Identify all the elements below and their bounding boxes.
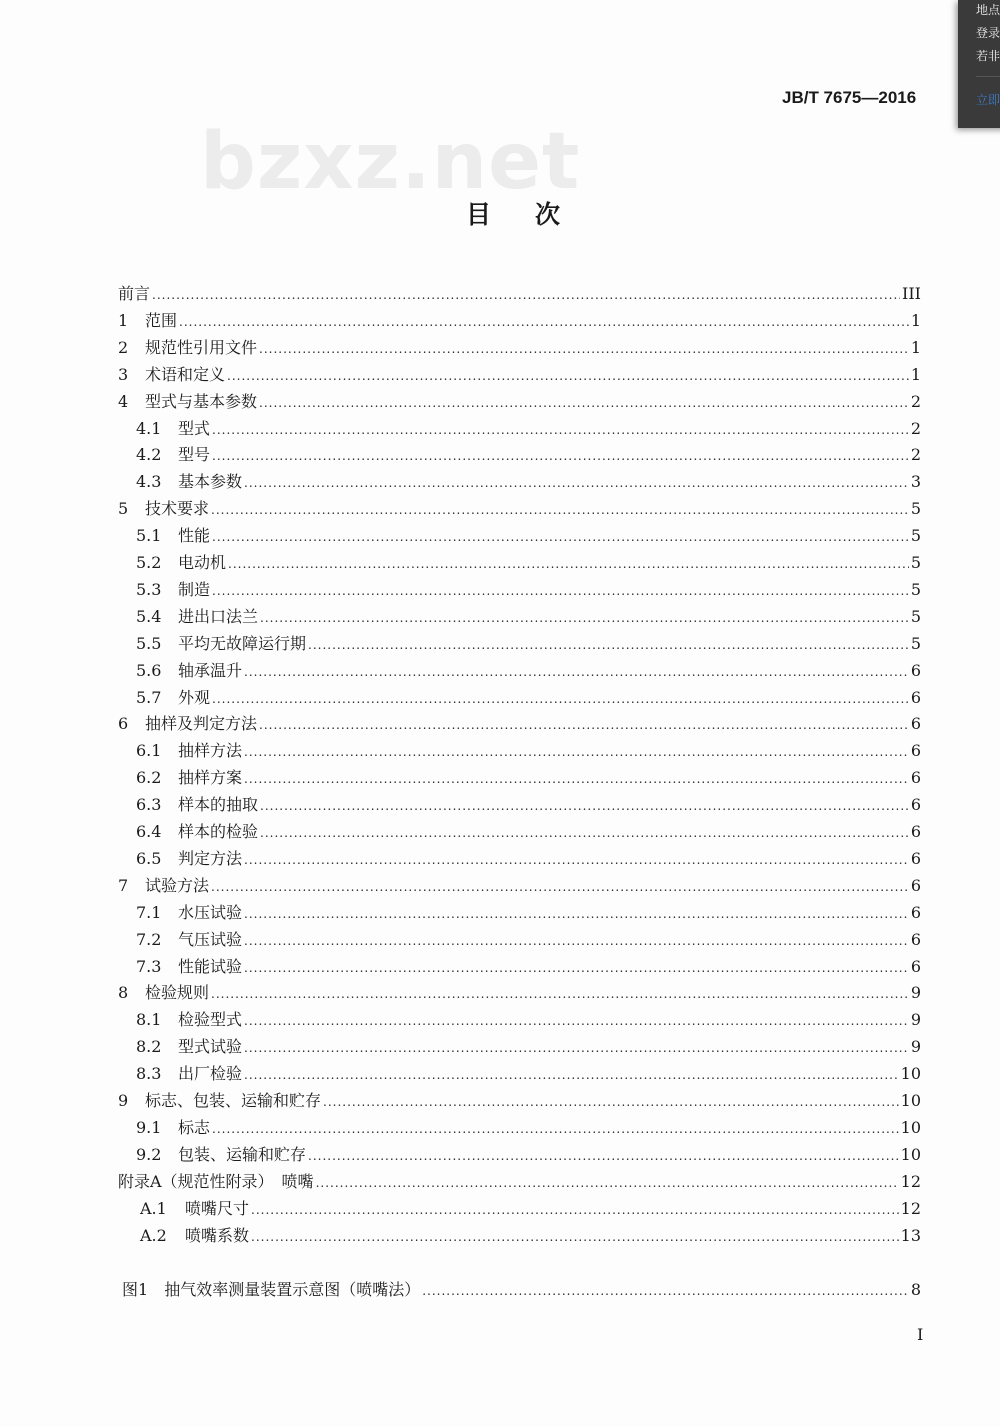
panel-divider [976,76,1000,77]
leader-dots [244,848,909,872]
toc-entry-number: 6.5 [136,848,162,868]
toc-entry-label: 抽样及判定方法 [145,714,258,734]
toc-entry-page: 10 [900,1091,921,1110]
toc-entry-page: 5 [910,499,921,519]
leader-dots [212,418,909,442]
toc-entry-label: 标志 [178,1117,211,1137]
toc-entry[interactable] [136,847,921,871]
toc-entry-page: 8 [910,1279,921,1299]
toc-entry-number: 5.5 [136,633,162,653]
toc-entry-number: 1 [118,310,129,330]
toc-entry-page: 5 [910,579,921,599]
toc-entry[interactable] [140,1197,921,1221]
toc-entry-number: 2 [118,337,129,357]
toc-entry-page: 6 [910,875,921,895]
toc-entry[interactable] [118,309,921,333]
toc-entry-number: 4 [118,391,129,411]
leader-dots [212,579,909,603]
leader-dots [308,1144,899,1168]
leader-dots [212,1117,899,1141]
toc-entry-number: 8 [118,983,129,1003]
toc-entry-page: 1 [910,310,921,330]
panel-text: 若非 [976,49,1000,63]
toc-entry[interactable] [136,551,921,575]
toc-entry-number: 4.3 [136,472,162,492]
toc-entry-label: 技术要求 [145,499,210,519]
toc-entry-number: 7.2 [136,929,162,949]
toc-entry-label: 型号 [178,445,211,465]
toc-entry-page: 6 [910,929,921,949]
toc-entry-label: 喷嘴尺寸 [185,1198,250,1218]
toc-entry-number: 图1 [122,1279,149,1299]
toc-entry-label: 抽气效率测量装置示意图（喷嘴法） [164,1279,421,1299]
toc-entry-page: 5 [910,606,921,626]
toc-entry[interactable] [136,1035,921,1059]
leader-dots [152,283,900,307]
toc-entry[interactable] [136,901,921,925]
toc-entry-label: 试验方法 [145,875,210,895]
leader-dots [422,1279,909,1303]
toc-entry-label: 检验规则 [145,983,210,1003]
leader-dots [251,1225,899,1249]
leader-dots [259,337,909,361]
toc-entry-label: 术语和定义 [145,364,226,384]
toc-entry-page: 6 [910,714,921,734]
toc-entry-page: 13 [900,1225,921,1245]
toc-entry-number: 4.2 [136,445,162,465]
toc-entry-label: 基本参数 [178,472,243,492]
leader-dots [244,471,909,495]
toc-entry[interactable] [136,793,921,817]
watermark: bzxz.net [200,117,581,207]
leader-dots [244,767,909,791]
toc-entry-page: 1 [910,337,921,357]
toc-entry-label: 判定方法 [178,848,243,868]
leader-dots [212,687,909,711]
leader-dots [211,982,909,1006]
toc-entry[interactable] [136,524,921,548]
toc-entry-page: 10 [900,1144,921,1164]
toc-entry-page: III [902,284,921,303]
toc-entry-number: 5.1 [136,526,162,546]
toc-entry-label: 出厂检验 [178,1064,243,1084]
toc-entry-page: 3 [910,472,921,492]
leader-dots [211,875,909,899]
toc-entry-number: 5.2 [136,553,162,572]
toc-entry-label: 检验型式 [178,1010,243,1030]
toc-entry-page: 6 [910,848,921,868]
toc-entry[interactable] [122,1278,921,1302]
toc-entry[interactable] [136,766,921,790]
toc-entry-number: 6.2 [136,768,162,788]
panel-text: 登录 [976,26,1000,40]
toc-entry[interactable] [118,712,921,736]
leader-dots [212,444,909,468]
leader-dots [244,929,909,953]
toc-entry-number: 6.3 [136,795,162,815]
toc-entry-number: 9.1 [136,1117,162,1137]
toc-entry-label: 喷嘴系数 [185,1225,250,1245]
page-title: 目次 [466,200,605,229]
toc-entry-label: 气压试验 [178,929,243,949]
leader-dots [260,821,909,845]
toc-entry-label: 规范性引用文件 [145,337,258,357]
toc-entry-number: 5.3 [136,579,162,599]
toc-entry-label: 型式试验 [178,1037,243,1057]
toc-entry-number: 4.1 [136,418,162,438]
leader-dots [316,1171,899,1195]
toc-entry[interactable] [118,1089,921,1113]
toc-entry-label: 平均无故障运行期 [178,633,307,653]
toc-entry-page: 5 [910,553,921,572]
toc-entry-number: 8.1 [136,1010,162,1030]
toc-entry-number: 7.3 [136,956,162,976]
toc-entry[interactable] [118,981,921,1005]
page-number: I [917,1325,924,1344]
toc-entry-number: 8.3 [136,1064,162,1084]
leader-dots [259,391,909,415]
toc-entry-page: 6 [910,741,921,761]
toc-entry-number: 3 [118,364,129,384]
toc-entry-label: 标志、包装、运输和贮存 [145,1091,322,1110]
toc-entry-label: 制造 [178,579,211,599]
toc-entry-label: 性能试验 [178,956,243,976]
leader-dots [244,902,909,926]
toc-entry-label: 水压试验 [178,902,243,922]
toc-entry-label: 样本的检验 [178,822,259,841]
toc-entry-page: 10 [900,1117,921,1137]
toc-entry[interactable] [118,390,921,414]
toc-entry[interactable] [118,874,921,898]
toc-entry-page: 6 [910,768,921,788]
leader-dots [323,1090,899,1114]
popup-panel [958,0,1000,128]
toc-entry[interactable] [136,1116,921,1140]
toc-entry-number: 7.1 [136,902,162,922]
toc-entry[interactable] [118,1170,921,1194]
toc-entry[interactable] [118,363,921,387]
toc-entry-label: 进出口法兰 [178,606,259,626]
toc-entry-page: 6 [910,902,921,922]
toc-entry[interactable] [136,1143,921,1167]
toc-entry-label: 性能 [178,526,211,546]
toc-entry-page: 5 [910,526,921,546]
toc-entry-number: 6 [118,714,129,734]
toc-entry-label: 包装、运输和贮存 [178,1144,307,1164]
toc-entry[interactable] [136,632,921,656]
toc-entry-number: 5.6 [136,660,162,680]
toc-entry-page: 6 [910,795,921,815]
toc-entry-page: 2 [910,445,921,465]
leader-dots [228,552,909,576]
toc-entry-label: 型式 [178,418,211,438]
toc-entry-number: A.1 [140,1198,167,1218]
toc-entry-page: 1 [910,364,921,384]
leader-dots [244,1009,909,1033]
toc-entry[interactable] [118,336,921,360]
toc-entry-label: 型式与基本参数 [145,391,258,411]
toc-entry-number: 9 [118,1091,129,1110]
panel-text: 地点 [976,3,1000,17]
leader-dots [251,1198,899,1222]
toc-entry[interactable] [136,417,921,441]
toc-entry-number: A.2 [140,1225,167,1245]
toc-entry[interactable] [136,820,921,844]
toc-entry-page: 9 [910,1010,921,1030]
leader-dots [260,794,909,818]
leader-dots [259,713,909,737]
toc-entry-label: 附录A（规范性附录） 喷嘴 [118,1171,314,1191]
leader-dots [179,310,909,334]
leader-dots [308,633,909,657]
toc-entry-page: 2 [910,418,921,438]
panel-link[interactable]: 立即 [976,93,1000,107]
toc-entry-number: 9.2 [136,1144,162,1164]
toc-entry[interactable] [136,443,921,467]
toc-entry-label: 轴承温升 [178,660,243,680]
leader-dots [244,660,909,684]
toc-entry[interactable] [140,1224,921,1248]
toc-entry-number: 6.1 [136,741,162,761]
toc-entry-page: 9 [910,1037,921,1057]
leader-dots [212,525,909,549]
leader-dots [211,498,909,522]
toc-entry[interactable] [118,282,921,306]
leader-dots [260,606,909,630]
toc-entry-number: 8.2 [136,1037,162,1057]
toc-entry-label: 电动机 [178,553,227,572]
toc-entry[interactable] [136,578,921,602]
toc-entry[interactable] [136,1008,921,1032]
toc-entry-page: 10 [900,1064,921,1084]
standard-code: JB/T 7675—2016 [782,88,917,107]
toc-entry-page: 6 [910,660,921,680]
toc-entry[interactable] [136,686,921,710]
toc-entry-label: 抽样方法 [178,741,243,761]
toc-entry-number: 5 [118,499,129,519]
toc-entry-page: 6 [910,822,921,841]
toc-entry[interactable] [136,1062,921,1086]
leader-dots [227,364,909,388]
toc-entry-page: 6 [910,956,921,976]
toc-entry[interactable] [118,497,921,521]
toc-entry-page: 5 [910,633,921,653]
toc-entry[interactable] [136,955,921,979]
leader-dots [244,1063,899,1087]
toc-entry[interactable] [136,659,921,683]
leader-dots [244,1036,909,1060]
toc-entry-number: 7 [118,875,129,895]
toc-entry-page: 6 [910,687,921,707]
leader-dots [244,740,909,764]
toc-entry-label: 样本的抽取 [178,795,259,815]
toc-entry-page: 9 [910,983,921,1003]
toc-entry-label: 外观 [178,687,211,707]
toc-entry[interactable] [136,739,921,763]
toc-entry-number: 6.4 [136,822,162,841]
toc-entry-number: 5.4 [136,606,162,626]
toc-entry[interactable] [136,928,921,952]
toc-entry-number: 5.7 [136,687,162,707]
toc-entry-label: 范围 [145,310,178,330]
toc-entry[interactable] [136,470,921,494]
toc-entry-page: 2 [910,391,921,411]
toc-entry-label: 抽样方案 [178,768,243,788]
toc-entry[interactable] [136,605,921,629]
toc-entry-page: 12 [900,1198,921,1218]
toc-entry-label: 前言 [118,284,151,303]
leader-dots [244,956,909,980]
toc-entry-page: 12 [900,1171,921,1191]
